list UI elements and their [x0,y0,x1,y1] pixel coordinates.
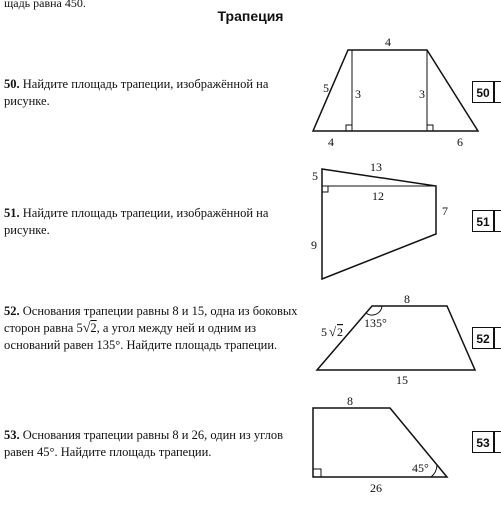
problem-52-text-before: Основания трапеции равны 8 и 15, одна из боковых сторон равна 5 [4,304,298,335]
problem-53-number: 53. [4,428,20,442]
previous-page-fragment: щадь равна 450. [4,0,86,10]
figure-53-right-angle [313,469,321,477]
problem-52: 52. Основания трапеции равны 8 и 15, одна из боковых сторон равна 5√2, а угол между ней и одним из оснований равен 135°. Найдите площадь трапеции. [4,304,298,352]
problem-53 [4,427,300,461]
figure-52-label-bottom: 15 [396,373,408,387]
figure-53-angle-arc [431,465,437,477]
figure-50-right-angle-right [427,125,433,131]
figure-51-label-inner: 12 [372,189,384,203]
problem-52-sqrt: 2 [90,321,97,335]
answer-box-52: 52 [472,327,494,349]
figure-50-label-left-side: 5 [323,81,329,95]
answer-box-50: 50 [472,81,494,103]
figure-52-label-angle: 135° [364,316,387,330]
figure-51-label-top-short: 5 [312,169,318,183]
answer-field-50 [494,81,501,103]
figure-50-label-bottom-left: 4 [328,135,334,149]
figure-51-right-angle [322,186,328,192]
section-title: Трапеция [217,8,284,24]
figure-53-label-angle: 45° [412,461,429,475]
problem-50-number: 50. [4,77,20,91]
problem-52-text-after: , а угол между ней и одним из оснований равен 135°. Найдите площадь трапеции. [4,321,278,352]
problem-53-text: Основания трапеции равны 8 и 26, один из углов равен 45°. Найдите площадь трапеции. [4,428,283,459]
figure-52-label-top: 8 [404,292,410,306]
figure-50-label-top: 4 [385,35,391,49]
figure-50-label-bottom-right: 6 [457,135,463,149]
figure-53-trapezoid [300,392,470,502]
figure-50-outline [313,50,478,131]
figure-50-label-height-right: 3 [419,87,425,101]
figure-52-label-side-coef: 5 [321,325,327,339]
problem-50-text: Найдите площадь трапеции, изображённой на рисунке. [4,77,269,108]
svg-text:√: √ [329,324,337,339]
problem-51-number: 51. [4,206,20,220]
answer-field-51 [494,210,501,232]
figure-51-label-slant: 13 [370,160,382,174]
figure-53-label-top: 8 [347,394,353,408]
figure-52-label-side-sqrt: 2 [337,325,343,339]
figure-52-trapezoid [300,290,490,395]
answer-box-53: 53 [472,431,494,453]
answer-box-51: 51 [472,210,494,232]
answer-field-52 [494,327,501,349]
answer-field-53 [494,431,501,453]
problem-50 [4,76,300,110]
problem-51-text: Найдите площадь трапеции, изображённой на рисунке. [4,206,269,237]
figure-51-label-right: 7 [442,204,448,218]
figure-53-label-bottom: 26 [370,481,382,495]
figure-50-label-height-left: 3 [355,87,361,101]
figure-50-right-angle-left [346,125,352,131]
figure-51-trapezoid [300,158,470,288]
figure-51-label-left: 9 [311,238,317,252]
problem-52-number: 52. [4,304,20,318]
problem-51 [4,205,300,239]
figure-50-trapezoid [300,30,490,150]
